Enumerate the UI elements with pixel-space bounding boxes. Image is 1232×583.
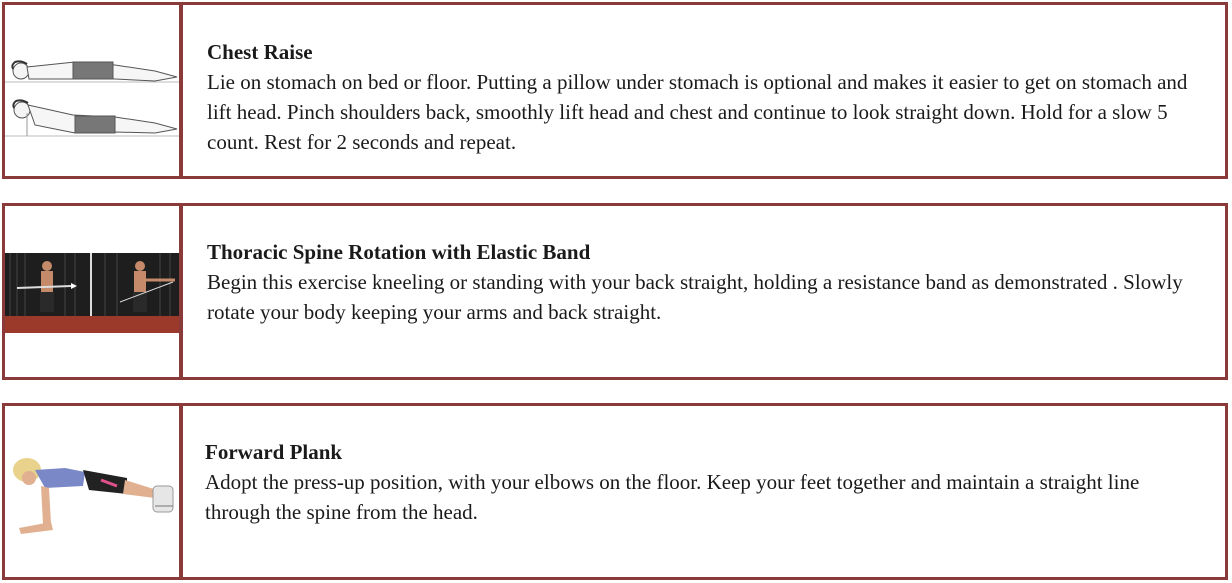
exercise-card-thoracic-rotation	[2, 203, 1228, 380]
thoracic-rotation-image	[5, 206, 183, 377]
exercise-card-forward-plank	[2, 403, 1228, 580]
exercise-title: Chest Raise	[207, 40, 313, 64]
exercise-description: Adopt the press-up position, with your elbows on the floor. Keep your feet together and maintain a straight line through the spine from the head.	[205, 470, 1140, 524]
exercise-description: Lie on stomach on bed or floor. Putting a pillow under stomach is optional and makes it easier to get on stomach and lift head. Pinch shoulders back, smoothly lift head and chest and continue to look straight down. Hold for a slow 5 count. Rest for 2 seconds and repeat.	[207, 70, 1188, 154]
forward-plank-photo-icon	[5, 406, 179, 577]
chest-raise-illustration-icon	[5, 5, 179, 176]
exercise-text	[183, 206, 1225, 377]
thoracic-rotation-photo-icon	[5, 206, 179, 377]
forward-plank-image	[5, 406, 183, 577]
exercise-text	[183, 5, 1225, 176]
exercise-title: Thoracic Spine Rotation with Elastic Band	[207, 240, 591, 264]
exercise-description: Begin this exercise kneeling or standing with your back straight, holding a resistance band as demonstrated . Slowly rotate your body keeping your arms and back straight.	[207, 270, 1183, 324]
chest-raise-image	[5, 5, 183, 176]
exercise-card-chest-raise	[2, 2, 1228, 179]
exercise-text	[183, 406, 1225, 577]
exercise-title: Forward Plank	[205, 440, 343, 464]
